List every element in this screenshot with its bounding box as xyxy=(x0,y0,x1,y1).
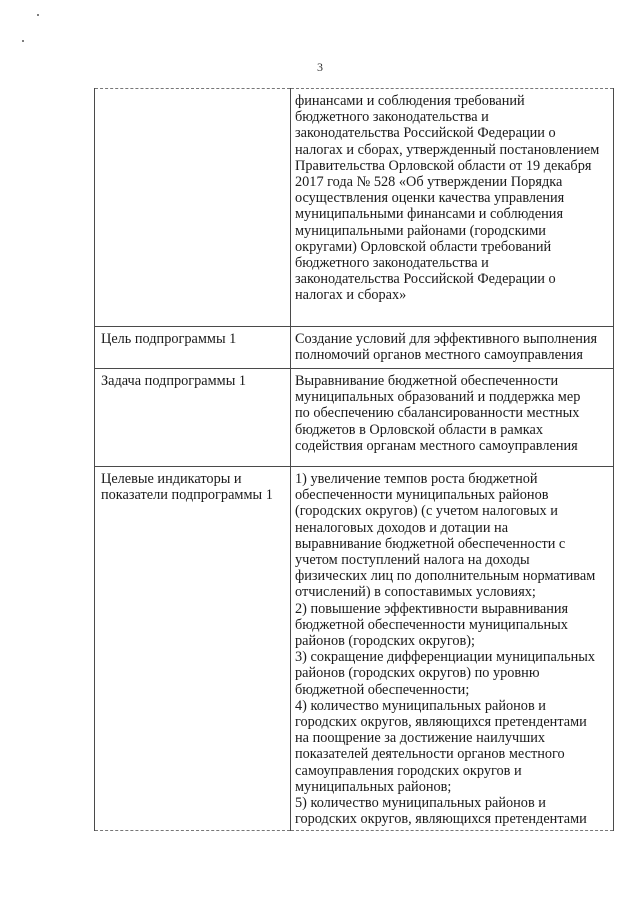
text-line: по обеспечению сбалансированности местных xyxy=(295,405,580,422)
text-line: налогах и сборах, утвержденный постановлением xyxy=(295,141,600,158)
text-line: на поощрение за достижение наилучших xyxy=(295,730,546,747)
text-line: муниципальными районами (городскими xyxy=(295,222,546,239)
text-line: 2017 года № 528 «Об утверждении Порядка xyxy=(295,174,563,191)
text-line: городских округов, являющихся претендентами xyxy=(295,811,587,828)
row-value-cell xyxy=(291,89,614,327)
text-line: бюджетов в Орловской области в рамках xyxy=(295,421,544,438)
text-line: законодательства Российской Федерации о xyxy=(295,271,556,288)
text-line: физических лиц по дополнительным нормативам xyxy=(295,568,596,585)
text-line: 1) увеличение темпов роста бюджетной xyxy=(295,471,538,487)
scan-speck xyxy=(37,14,39,16)
page-number: 3 xyxy=(317,60,323,74)
text-line: городских округов, являющихся претендентами xyxy=(295,714,587,731)
row-label-cell xyxy=(95,327,291,369)
text-line: финансами и соблюдения требований xyxy=(295,93,525,109)
table-row xyxy=(95,327,614,369)
table-row xyxy=(95,467,614,831)
row-label-cell xyxy=(95,89,291,327)
row-label-cell xyxy=(95,369,291,467)
text-line: налогах и сборах» xyxy=(295,287,407,304)
table-row xyxy=(95,369,614,467)
text-line: самоуправления городских округов и xyxy=(295,762,522,779)
row-label: Цель подпрограммы 1 xyxy=(101,331,237,347)
scan-speck xyxy=(22,40,24,42)
text-line: 3) сокращение дифференциации муниципальных xyxy=(295,649,596,666)
text-line: обеспеченности муниципальных районов xyxy=(295,487,549,504)
text-line: выравнивание бюджетной обеспеченности с xyxy=(295,535,566,552)
text-line: бюджетного законодательства и xyxy=(295,109,489,126)
text-line: бюджетной обеспеченности; xyxy=(295,681,470,698)
text-line: осуществления оценки качества управления xyxy=(295,190,565,207)
text-line: Правительства Орловской области от 19 декабря xyxy=(295,157,592,174)
text-line: округами) Орловской области требований xyxy=(295,238,552,255)
text-line: 5) количество муниципальных районов и xyxy=(295,795,546,812)
row-label: Задача подпрограммы 1 xyxy=(101,373,247,389)
text-line: содействия органам местного самоуправления xyxy=(295,437,578,454)
row-label-cell xyxy=(95,467,291,831)
row-value-cell xyxy=(291,327,614,369)
text-line: муниципальных образований и поддержка мер xyxy=(295,389,581,406)
subprogram-passport-table xyxy=(94,88,614,831)
table-row xyxy=(95,89,614,327)
text-line: 2) повышение эффективности выравнивания xyxy=(295,600,569,617)
text-line: районов (городских округов); xyxy=(295,633,476,650)
text-line: бюджетной обеспеченности муниципальных xyxy=(295,616,568,633)
text-line: (городских округов) (с учетом налоговых и xyxy=(295,503,558,520)
row-value-cell xyxy=(291,467,614,831)
text-line: отчислений) в сопоставимых условиях; xyxy=(295,584,536,601)
text-line: муниципальными финансами и соблюдения xyxy=(295,206,564,223)
text-line: Создание условий для эффективного выполнения xyxy=(295,331,598,347)
row-value-cell xyxy=(291,369,614,467)
text-line: неналоговых доходов и дотации на xyxy=(295,519,509,536)
text-line: законодательства Российской Федерации о xyxy=(295,125,556,142)
text-line: учетом поступлений налога на доходы xyxy=(295,552,530,569)
row-label: Целевые индикаторы и xyxy=(101,471,242,487)
text-line: Выравнивание бюджетной обеспеченности xyxy=(295,373,559,389)
text-line: показателей деятельности органов местного xyxy=(295,746,565,763)
text-line: 4) количество муниципальных районов и xyxy=(295,697,546,714)
text-line: полномочий органов местного самоуправления xyxy=(295,347,583,364)
text-line: муниципальных районов; xyxy=(295,778,452,795)
text-line: районов (городских округов) по уровню xyxy=(295,665,540,682)
row-label: показатели подпрограммы 1 xyxy=(101,487,273,504)
text-line: бюджетного законодательства и xyxy=(295,255,489,272)
